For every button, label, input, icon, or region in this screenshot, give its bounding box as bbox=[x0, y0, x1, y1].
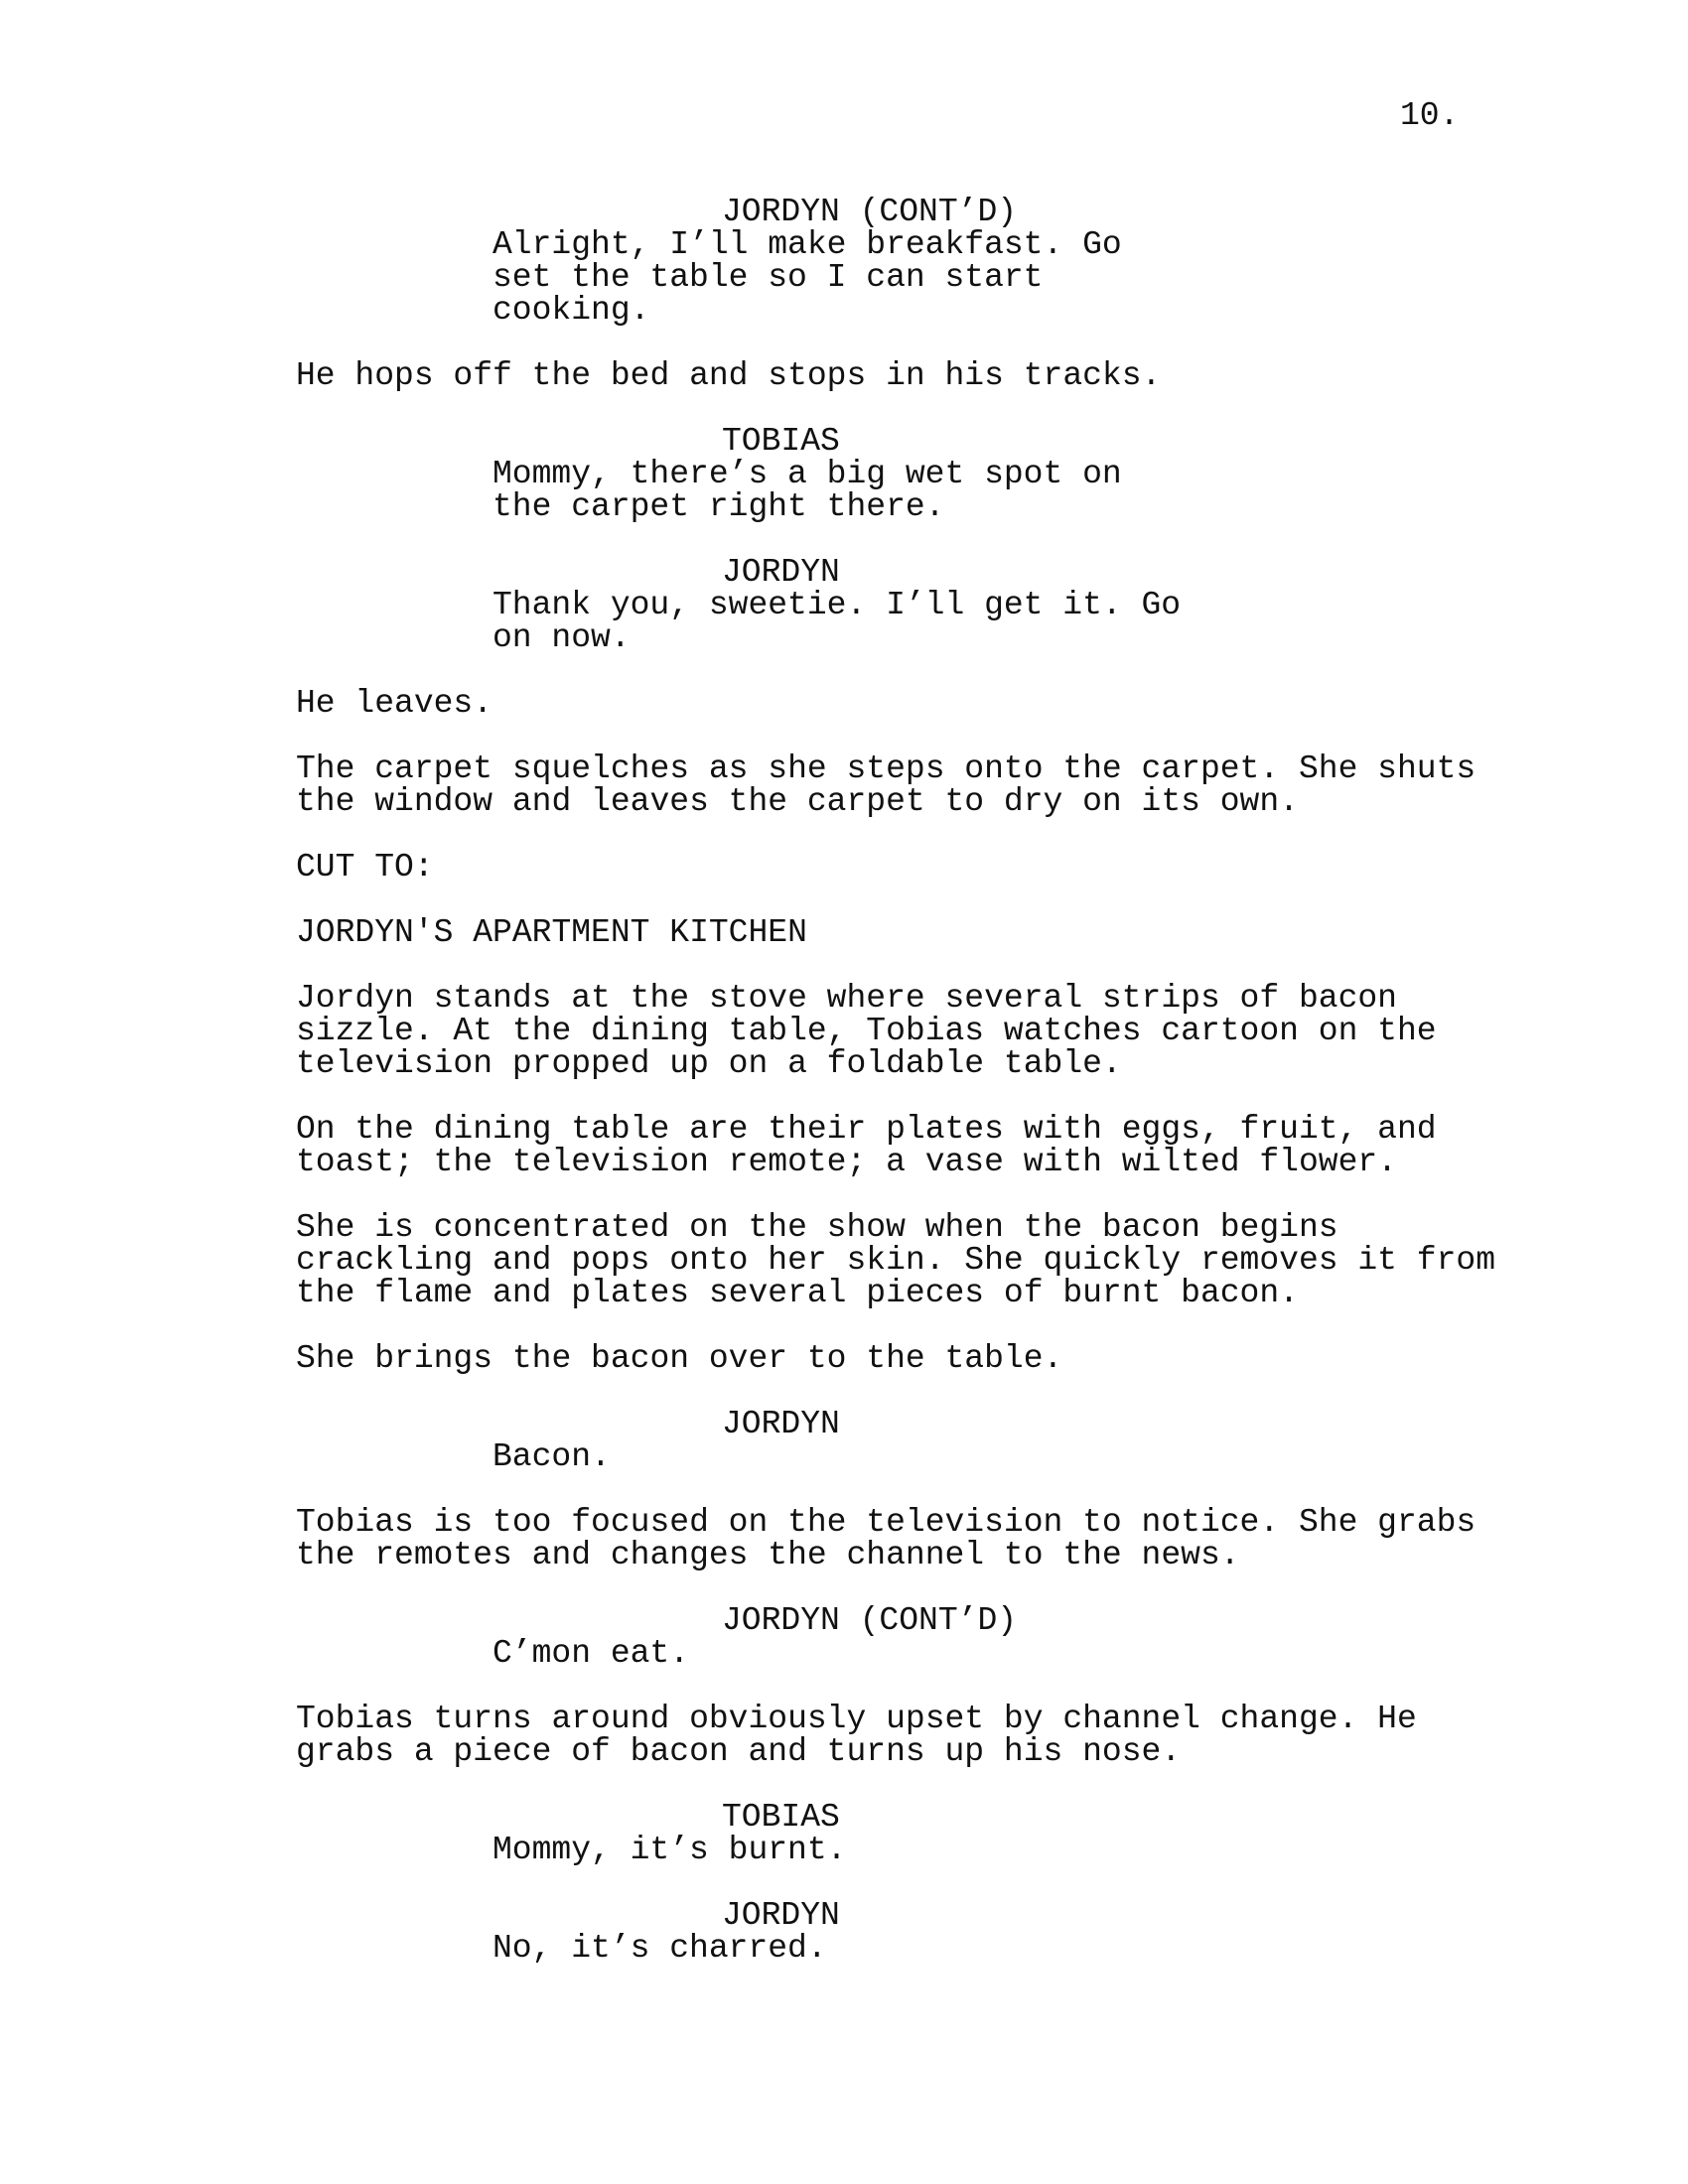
character-name: JORDYN bbox=[722, 1406, 840, 1442]
character-name: JORDYN bbox=[722, 1897, 840, 1934]
action-line: On the dining table are their plates with eggs, fruit, and toast; the television remote; a vase with wilted flower. bbox=[296, 1111, 1437, 1180]
transition: CUT TO: bbox=[296, 849, 434, 886]
dialogue: Mommy, it’s burnt. bbox=[492, 1832, 847, 1868]
dialogue: Mommy, there’s a big wet spot on the carpet right there. bbox=[492, 456, 1122, 525]
action-line: She brings the bacon over to the table. bbox=[296, 1340, 1063, 1377]
character-name: JORDYN (CONT’D) bbox=[722, 194, 1018, 230]
scene-heading: JORDYN'S APARTMENT KITCHEN bbox=[296, 914, 807, 951]
action-line: Tobias is too focused on the television to notice. She grabs the remotes and changes the channel to the news. bbox=[296, 1504, 1477, 1573]
action-line: Tobias turns around obviously upset by channel change. He grabs a piece of bacon and turns up his nose. bbox=[296, 1701, 1417, 1770]
action-line: The carpet squelches as she steps onto the carpet. She shuts the window and leaves the carpet to dry on its own. bbox=[296, 751, 1477, 820]
page-number: 10. bbox=[1400, 97, 1460, 134]
character-name: TOBIAS bbox=[722, 423, 840, 460]
character-name: TOBIAS bbox=[722, 1799, 840, 1836]
action-line: He hops off the bed and stops in his tracks. bbox=[296, 357, 1162, 394]
dialogue: C’mon eat. bbox=[492, 1635, 690, 1672]
action-line: She is concentrated on the show when the bacon begins crackling and pops onto her skin. She quickly removes it from the flame and plates several pieces of burnt bacon. bbox=[296, 1209, 1495, 1311]
dialogue: No, it’s charred. bbox=[492, 1930, 827, 1967]
action-line: Jordyn stands at the stove where several strips of bacon sizzle. At the dining table, Tobias watches cartoon on the television propped up on a foldable table. bbox=[296, 980, 1437, 1082]
dialogue: Thank you, sweetie. I’ll get it. Go on now. bbox=[492, 587, 1182, 656]
dialogue: Alright, I’ll make breakfast. Go set the table so I can start cooking. bbox=[492, 226, 1122, 329]
character-name: JORDYN bbox=[722, 554, 840, 591]
dialogue: Bacon. bbox=[492, 1438, 611, 1475]
character-name: JORDYN (CONT’D) bbox=[722, 1602, 1018, 1639]
action-line: He leaves. bbox=[296, 685, 493, 722]
